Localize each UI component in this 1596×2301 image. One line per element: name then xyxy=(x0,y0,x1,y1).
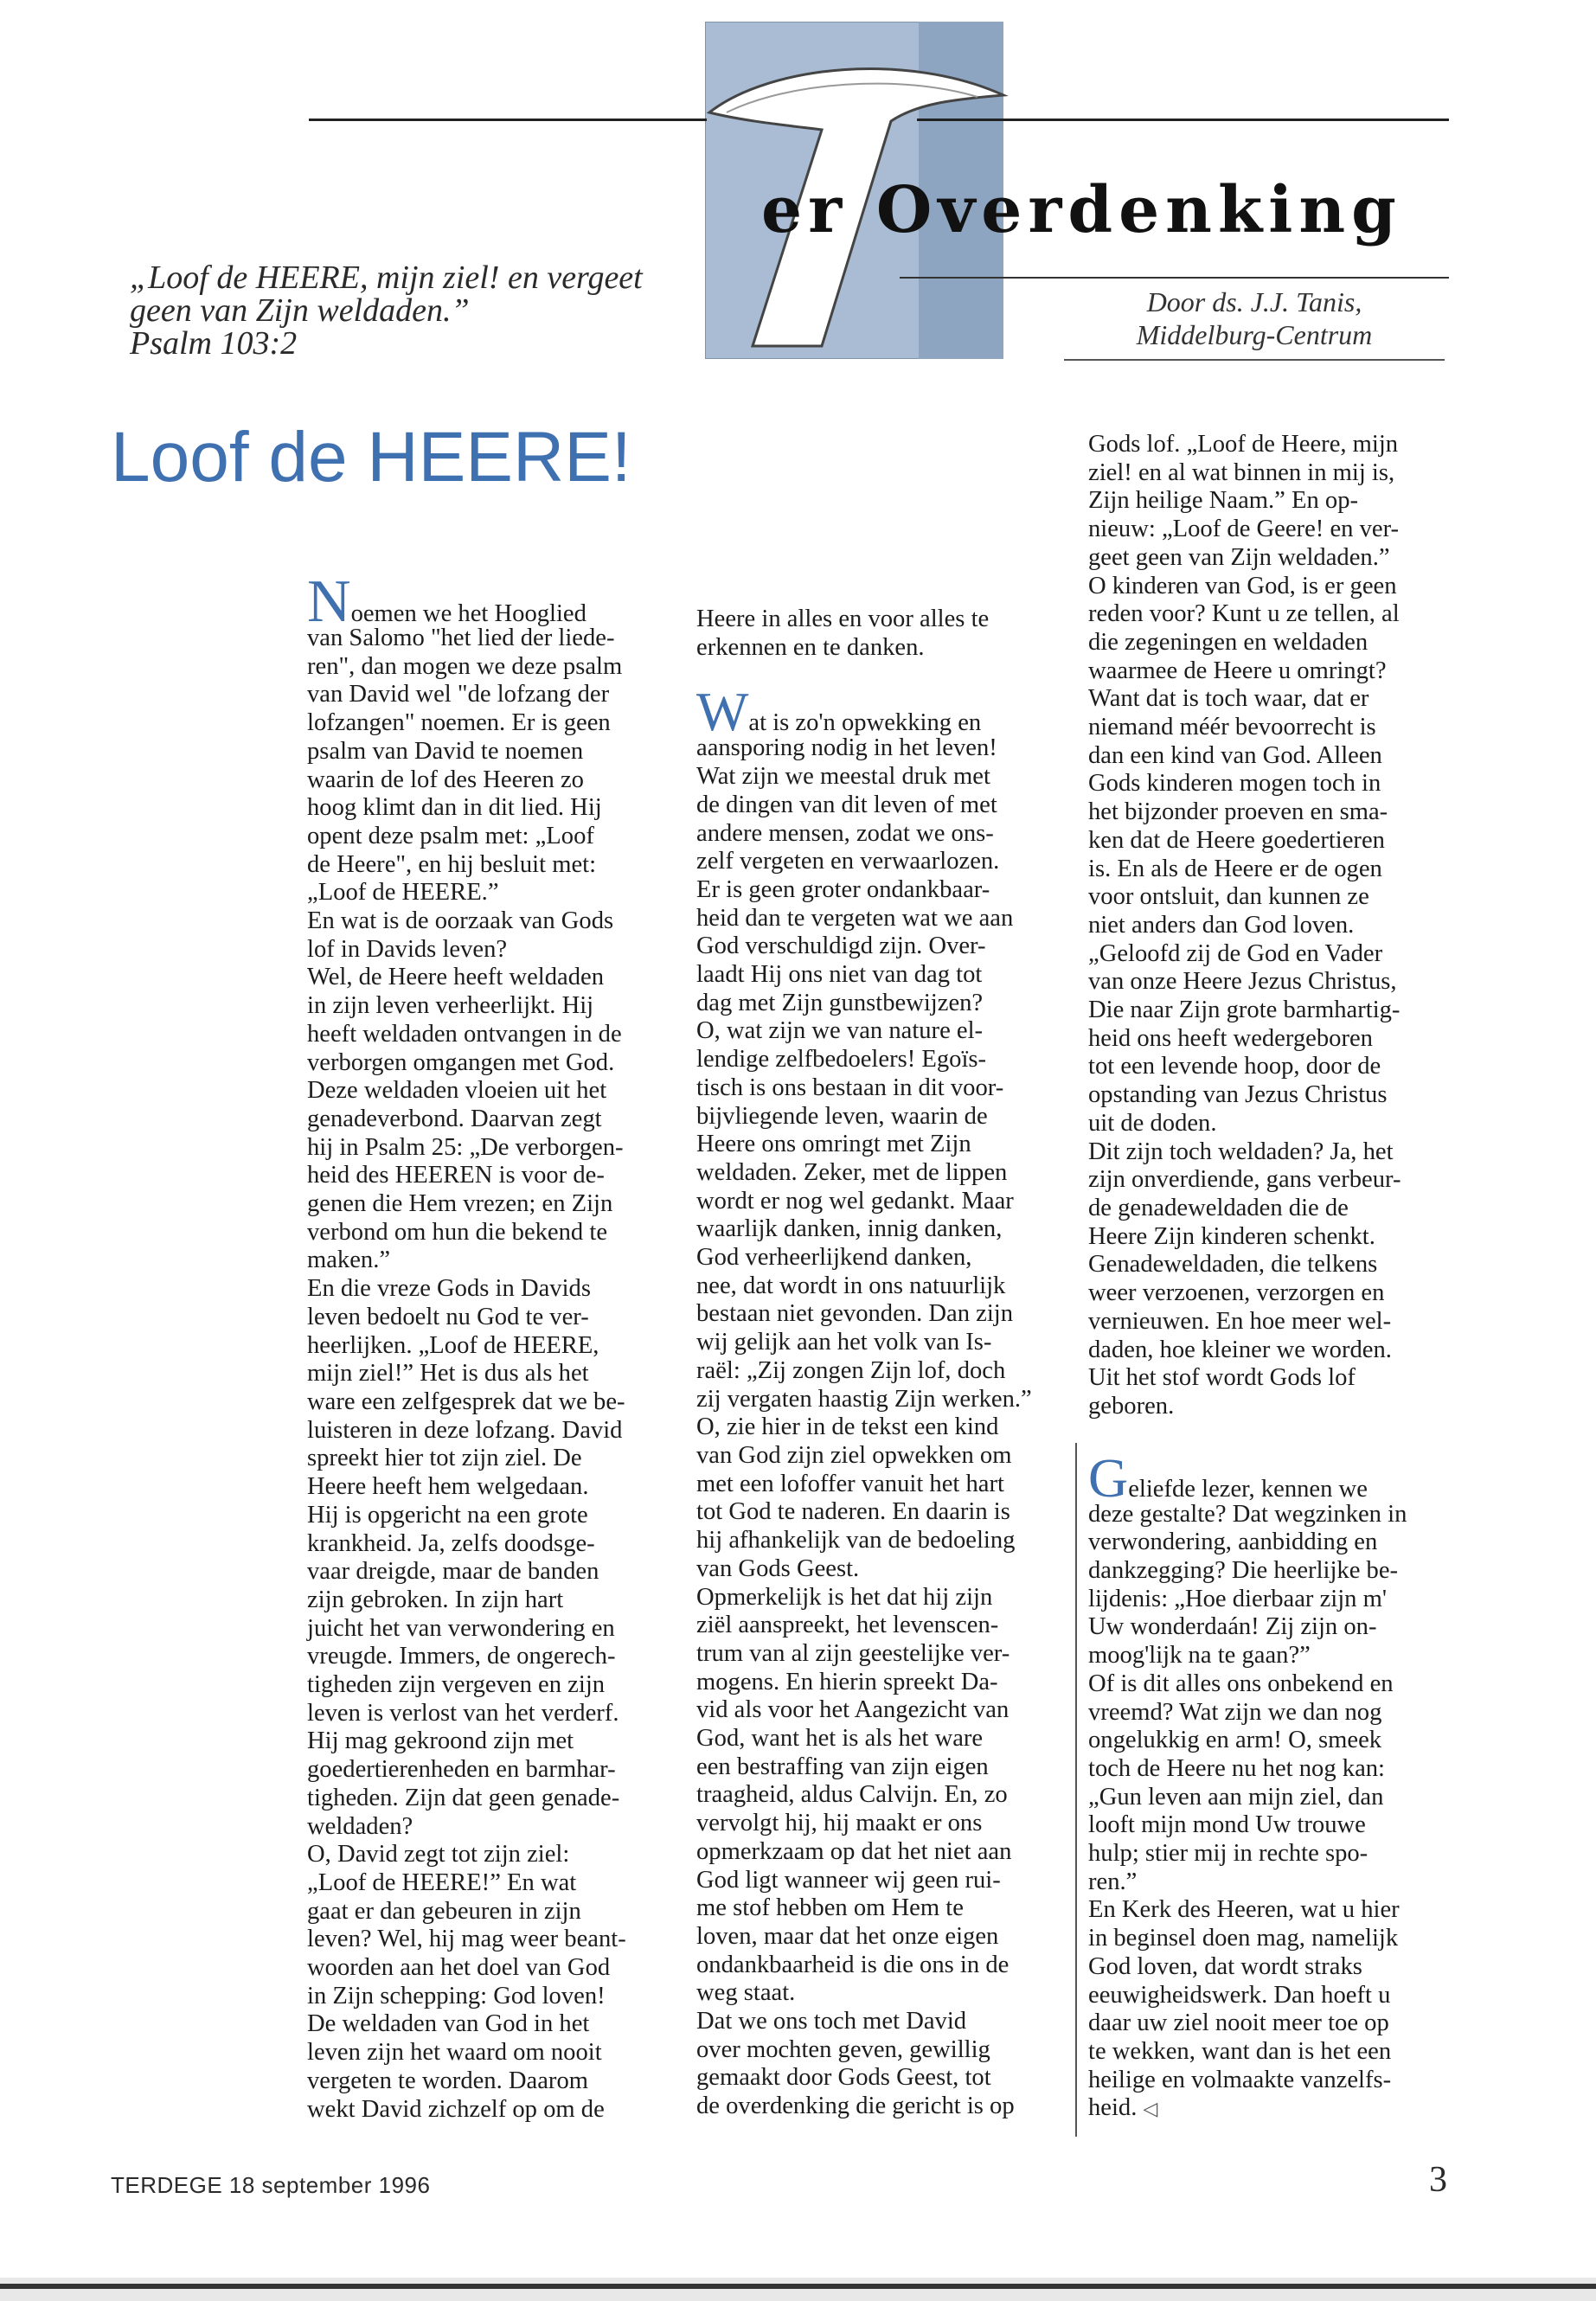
text-line: van Gods Geest. xyxy=(696,1554,860,1582)
text-line: gemaakt door Gods Geest, tot xyxy=(696,2064,991,2092)
text-line: spreekt hier tot zijn ziel. De xyxy=(307,1445,582,1472)
quote-line: „Loof de HEERE, mijn ziel! en vergeet xyxy=(130,260,643,296)
text-line: Deze weldaden vloeien uit het xyxy=(307,1077,607,1105)
text-line: tot een levende hoop, door de xyxy=(1088,1053,1381,1080)
text-line: „Geloofd zij de God en Vader xyxy=(1088,939,1383,967)
text-line: laadt Hij ons niet van dag tot xyxy=(696,961,983,989)
bottom-edge xyxy=(0,2278,1596,2301)
text-line: heerlijken. „Loof de HEERE, xyxy=(307,1331,599,1359)
text-line: heid des HEEREN is voor de- xyxy=(307,1162,605,1189)
scripture-quote xyxy=(130,261,666,360)
first-line-text: at is zo'n opwekking en xyxy=(748,709,982,737)
text-line: Heere Zijn kinderen schenkt. xyxy=(1088,1222,1375,1250)
text-line: van Salomo "het lied der liede- xyxy=(307,625,615,651)
first-line-text: oemen we het Hooglied xyxy=(350,600,586,627)
drop-cap: W xyxy=(696,681,749,743)
text-line: wij gelijk aan het volk van Is- xyxy=(696,1329,992,1356)
text-line: O, wat zijn we van nature el- xyxy=(696,1017,984,1045)
text-line: God ligt wanneer wij geen rui- xyxy=(696,1866,1001,1894)
first-line xyxy=(307,568,653,635)
column-1 xyxy=(307,568,653,2124)
article-title: Loof de HEERE! xyxy=(111,418,631,497)
text-line: „Gun leven aan mijn ziel, dan xyxy=(1088,1783,1384,1811)
text-line: verbond om hun die bekend te xyxy=(307,1218,608,1246)
first-line xyxy=(1088,1446,1452,1509)
text-line: genadeverbond. Daarvan zegt xyxy=(307,1105,602,1132)
bottom-edge-rule xyxy=(0,2284,1596,2289)
text-line: looft mijn mond Uw trouwe xyxy=(1088,1811,1366,1839)
text-line: „Loof de HEERE!” En wat xyxy=(307,1868,577,1896)
text-line: O kinderen van God, is er geen xyxy=(1088,572,1397,599)
text-line: traagheid, aldus Calvijn. En, zo xyxy=(696,1781,1008,1809)
text-line: tigheden. Zijn dat geen genade- xyxy=(307,1784,620,1811)
byline-author: Door ds. J.J. Tanis, xyxy=(1146,286,1362,317)
text-line: En die vreze Gods in Davids xyxy=(307,1275,591,1303)
text-line: mijn ziel!” Het is dus als het xyxy=(307,1360,589,1388)
text-line: die zegeningen en weldaden xyxy=(1088,628,1368,656)
drop-cap: G xyxy=(1088,1446,1129,1509)
text-line: weldaden? xyxy=(307,1812,413,1840)
text-line: God verheerlijkend danken, xyxy=(696,1244,972,1272)
text-line: Genadeweldaden, die telkens xyxy=(1088,1251,1378,1279)
text-line: Dat we ons toch met David xyxy=(696,2008,967,2035)
text-line: opmerkzaam op dat het niet aan xyxy=(696,1837,1012,1865)
text-line: vreugde. Immers, de ongerech- xyxy=(307,1643,616,1670)
byline-rule xyxy=(1064,359,1445,361)
text-line: weg staat. xyxy=(696,1979,796,2007)
text-line: nee, dat wordt in ons natuurlijk xyxy=(696,1272,1006,1299)
text-line: ondankbaarheid is die ons in de xyxy=(696,1951,1010,1978)
text-line: krankheid. Ja, zelfs doodsge- xyxy=(307,1529,595,1557)
text-line: een bestraffing van zijn eigen xyxy=(696,1753,989,1780)
text-line: waarmee de Heere u omringt? xyxy=(1088,657,1387,684)
text-line: God loven, dat wordt straks xyxy=(1088,1952,1362,1980)
text-line: trum van al zijn geestelijke ver- xyxy=(696,1639,1010,1667)
title-rule xyxy=(900,277,1449,279)
text-line: me stof hebben om Hem te xyxy=(696,1894,964,1922)
text-line: in zijn leven verheerlijkt. Hij xyxy=(307,992,594,1020)
text-line: vergeten te worden. Daarom xyxy=(307,2067,588,2094)
text-line: goedertierenheden en barmhar- xyxy=(307,1756,616,1784)
text-line: in beginsel doen mag, namelijk xyxy=(1088,1925,1399,1952)
text-line: „Loof de HEERE.” xyxy=(307,879,499,907)
text-line: Gods lof. „Loof de Heere, mijn xyxy=(1088,431,1399,458)
text-line: Dit zijn toch weldaden? Ja, het xyxy=(1088,1138,1394,1165)
text-line: daar uw ziel nooit meer toe op xyxy=(1088,2009,1389,2037)
text-line: de genadeweldaden die de xyxy=(1088,1194,1349,1221)
page-number: 3 xyxy=(1429,2160,1447,2200)
end-mark-icon: ◁ xyxy=(1143,2098,1158,2120)
text-line: Wel, de Heere heeft weldaden xyxy=(307,964,605,991)
text-line: daden, hoe kleiner we worden. xyxy=(1088,1336,1392,1363)
text-line: Uw wonderdaán! Zij zijn on- xyxy=(1088,1613,1377,1641)
text-line: O, zie hier in de tekst een kind xyxy=(696,1413,999,1441)
text-line: de Heere", en hij besluit met: xyxy=(307,850,597,878)
text-line: nieuw: „Loof de Geere! en ver- xyxy=(1088,516,1400,543)
text-line: de dingen van dit leven of met xyxy=(696,791,997,818)
text-line: Zijn heilige Naam.” En op- xyxy=(1088,487,1359,515)
text-line: reden voor? Kunt u ze tellen, al xyxy=(1088,600,1400,628)
text-line: leven is verlost van het verderf. xyxy=(307,1699,619,1727)
text-line: leven? Wel, hij mag weer beant- xyxy=(307,1926,626,1953)
text-line: lendige zelfbedoelers! Egoïs- xyxy=(696,1046,987,1074)
text-line: ware een zelfgesprek dat we be- xyxy=(307,1388,625,1415)
text-line: deze gestalte? Dat wegzinken in xyxy=(1088,1500,1407,1528)
text-line: opent deze psalm met: „Loof xyxy=(307,822,594,849)
text-line: luisteren in deze lofzang. David xyxy=(307,1416,623,1444)
text-line: lijdenis: „Hoe dierbaar zijn m' xyxy=(1088,1585,1387,1612)
text-line: het bijzonder proeven en sma- xyxy=(1088,798,1388,826)
column-divider xyxy=(1075,1443,1077,2137)
text-line: geboren. xyxy=(1088,1392,1175,1420)
text-line: vernieuwen. En hoe meer wel- xyxy=(1088,1307,1392,1335)
text-line: de overdenking die gericht is op xyxy=(696,2093,1015,2120)
text-line: God, want het is als het ware xyxy=(696,1725,984,1753)
text-line: De weldaden van God in het xyxy=(307,2010,590,2038)
text-line: van David wel "de lofzang der xyxy=(307,681,610,708)
column-2-body xyxy=(696,734,1068,2120)
text-line: lof in Davids leven? xyxy=(307,935,508,963)
text-line: tot God te naderen. En daarin is xyxy=(696,1498,1010,1526)
text-line: hij in Psalm 25: „De verborgen- xyxy=(307,1133,624,1161)
text-line: te wekken, want dan is het een xyxy=(1088,2037,1392,2065)
text-line: dag met Zijn gunstbewijzen? xyxy=(696,989,984,1016)
first-line xyxy=(696,681,1068,743)
text-line: juicht het van verwondering en xyxy=(307,1614,615,1642)
text-line: loven, maar dat het onze eigen xyxy=(696,1922,999,1950)
text-line: over mochten geven, gewillig xyxy=(696,2035,990,2063)
text-line: gaat er dan gebeuren in zijn xyxy=(307,1897,581,1925)
text-line: leven zijn het waard om nooit xyxy=(307,2039,602,2067)
text-line: verborgen omgangen met God. xyxy=(307,1048,615,1076)
text-line: vervolgt hij, hij maakt er ons xyxy=(696,1810,983,1837)
text-line: voor ontsluit, dan kunnen ze xyxy=(1088,883,1369,911)
text-line: zij vergaten haastig Zijn werken.” xyxy=(696,1385,1032,1413)
text-line: ziel! en al wat binnen in mij is, xyxy=(1088,458,1395,486)
text-line: erkennen en te danken. xyxy=(696,633,925,661)
text-line: is. En als de Heere er de ogen xyxy=(1088,855,1382,882)
text-line: verwondering, aanbidding en xyxy=(1088,1529,1378,1556)
text-line: Uit het stof wordt Gods lof xyxy=(1088,1364,1356,1392)
feature-title: er Overdenking xyxy=(761,173,1402,247)
text-line: Heere heeft hem welgedaan. xyxy=(307,1473,589,1501)
text-line: uit de doden. xyxy=(1088,1109,1217,1137)
text-line: Heere ons omringt met Zijn xyxy=(696,1131,971,1158)
text-line: God verschuldigd zijn. Over- xyxy=(696,933,986,960)
text-line: woorden aan het doel van God xyxy=(307,1954,611,1982)
last-line-text: heid. xyxy=(1088,2094,1138,2122)
quote-line: geen van Zijn weldaden.” xyxy=(130,292,470,329)
text-line: Want dat is toch waar, dat er xyxy=(1088,685,1369,713)
text-line: dan een kind van God. Alleen xyxy=(1088,741,1382,769)
footer-publication: TERDEGE 18 september 1996 xyxy=(111,2172,431,2198)
text-line: moog'lijk na te gaan?” xyxy=(1088,1642,1311,1670)
text-line: vid als voor het Aangezicht van xyxy=(696,1696,1010,1724)
text-line: wekt David zichzelf op om de xyxy=(307,2095,605,2123)
text-line: Opmerkelijk is het dat hij zijn xyxy=(696,1583,993,1611)
text-line: van God zijn ziel opwekken om xyxy=(696,1441,1012,1469)
text-line: O, David zegt tot zijn ziel: xyxy=(307,1841,570,1868)
text-line: Hij mag gekroond zijn met xyxy=(307,1727,574,1755)
text-line: En Kerk des Heeren, wat u hier xyxy=(1088,1896,1400,1924)
author-byline xyxy=(1064,285,1445,351)
text-line: lofzangen" noemen. Er is geen xyxy=(307,709,611,737)
text-line: Hij is opgericht na een grote xyxy=(307,1501,588,1529)
column-2 xyxy=(696,606,1068,2121)
text-line: in Zijn schepping: God loven! xyxy=(307,1982,606,2009)
first-line-text: eliefde lezer, kennen we xyxy=(1128,1475,1368,1503)
text-line: ren.” xyxy=(1088,1868,1138,1895)
text-line: weldaden. Zeker, met de lippen xyxy=(696,1158,1008,1186)
text-line: ken dat de Heere goedertieren xyxy=(1088,826,1385,854)
column-2-lead xyxy=(696,606,1068,662)
text-line: andere mensen, zodat we ons- xyxy=(696,819,994,847)
text-line: vaar dreigde, maar de banden xyxy=(307,1558,599,1586)
text-line: hoog klimt dan in dit lied. Hij xyxy=(307,794,602,822)
text-line: ren", dan mogen we deze psalm xyxy=(307,652,623,680)
text-line: zijn gebroken. In zijn hart xyxy=(307,1586,564,1613)
byline-church: Middelburg-Centrum xyxy=(1136,319,1373,350)
text-line: eeuwigheidswerk. Dan hoeft u xyxy=(1088,1981,1391,2009)
header-rule-left xyxy=(309,119,707,121)
text-line: waarin de lof des Heeren zo xyxy=(307,766,584,793)
column-3 xyxy=(1088,431,1452,2124)
text-line: heid dan te vergeten wat we aan xyxy=(696,904,1014,932)
text-line: ongelukkig en arm! O, smeek xyxy=(1088,1727,1382,1754)
text-line: weer verzoenen, verzorgen en xyxy=(1088,1279,1385,1307)
text-line: bestaan niet gevonden. Dan zijn xyxy=(696,1300,1014,1328)
text-line: Wat zijn we meestal druk met xyxy=(696,763,990,791)
text-line: raël: „Zij zongen Zijn lof, doch xyxy=(696,1356,1006,1384)
column-3-body xyxy=(1088,1501,1452,2095)
text-line: hulp; stier mij in rechte spo- xyxy=(1088,1840,1368,1868)
text-line: Er is geen groter ondankbaar- xyxy=(696,875,990,903)
column-3-lead xyxy=(1088,431,1452,1421)
text-line: niemand méér bevoorrecht is xyxy=(1088,714,1376,741)
text-line: wordt er nog wel gedankt. Maar xyxy=(696,1187,1014,1215)
text-line: aansporing nodig in het leven! xyxy=(696,734,997,762)
text-line: Gods kinderen mogen toch in xyxy=(1088,770,1381,798)
text-line: waarlijk danken, innig danken, xyxy=(696,1215,1003,1243)
last-line xyxy=(1088,2094,1452,2124)
text-line: tigheden zijn vergeven en zijn xyxy=(307,1671,606,1699)
text-line: tisch is ons bestaan in dit voor- xyxy=(696,1074,1004,1101)
text-line: van onze Heere Jezus Christus, xyxy=(1088,968,1397,996)
text-line: heeft weldaden ontvangen in de xyxy=(307,1020,622,1048)
text-line: zelf vergeten en verwaarlozen. xyxy=(696,848,1000,875)
text-line: mogens. En hierin spreekt Da- xyxy=(696,1668,998,1695)
text-line: Heere in alles en voor alles te xyxy=(696,606,990,632)
text-line: heilige en volmaakte vanzelfs- xyxy=(1088,2066,1392,2093)
text-line: bijvliegende leven, waarin de xyxy=(696,1102,988,1130)
text-line: toch de Heere nu het nog kan: xyxy=(1088,1754,1385,1782)
text-line: genen die Hem vrezen; en Zijn xyxy=(307,1190,613,1218)
text-line: Die naar Zijn grote barmhartig- xyxy=(1088,997,1401,1024)
text-line: psalm van David te noemen xyxy=(307,737,584,765)
text-line: hij afhankelijk van de bedoeling xyxy=(696,1527,1016,1554)
quote-reference: Psalm 103:2 xyxy=(130,325,298,362)
text-line: opstanding van Jezus Christus xyxy=(1088,1081,1388,1109)
drop-cap: N xyxy=(307,568,351,635)
text-line: heid ons heeft wedergeboren xyxy=(1088,1024,1373,1052)
text-line: En wat is de oorzaak van Gods xyxy=(307,907,614,935)
text-line: dankzegging? Die heerlijke be- xyxy=(1088,1557,1399,1585)
text-line: geet geen van Zijn weldaden.” xyxy=(1088,543,1390,571)
text-line: zijn onverdiende, gans verbeur- xyxy=(1088,1166,1401,1194)
text-line: Of is dit alles ons onbekend en xyxy=(1088,1670,1394,1697)
text-line: vreemd? Wat zijn we dan nog xyxy=(1088,1698,1382,1726)
text-line: met een lofoffer vanuit het hart xyxy=(696,1470,1004,1497)
text-line: niet anders dan God loven. xyxy=(1088,911,1355,939)
column-1-body xyxy=(307,625,653,2124)
text-line: ziël aanspreekt, het levenscen- xyxy=(696,1612,999,1639)
text-line: maken.” xyxy=(307,1247,391,1274)
text-line: leven bedoelt nu God te ver- xyxy=(307,1303,589,1330)
